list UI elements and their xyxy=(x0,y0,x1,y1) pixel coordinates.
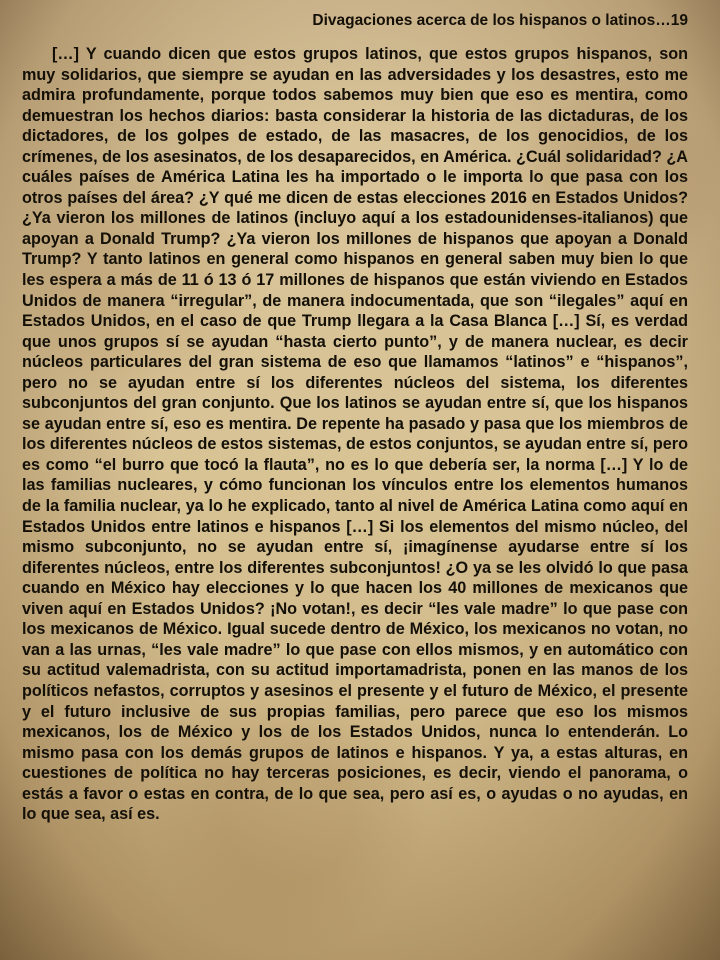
document-body: […] Y cuando dicen que estos grupos latinos, que estos grupos hispanos, son muy solidarios, que siempre se ayudan en las adversidades y los desastres, esto me admira profundamente, porque todos sabemos muy bien que eso es mentira, como demuestran los hechos diarios: basta considerar la historia de las dictaduras, de los dictadores, de los golpes de estado, de las masacres, de los genocidios, de los crímenes, de los asesinatos, de los desaparecidos, en América. ¿Cuál solidaridad? ¿A cuáles países de América Latina les ha importado o le importa lo que pasa con los otros países del área? ¿Y qué me dicen de estas elecciones 2016 en Estados Unidos? ¿Ya vieron los millones de latinos (incluyo aquí a los estadounidenses-italianos) que apoyan a Donald Trump? ¿Ya vieron los millones de hispanos que apoyan a Donald Trump? Y tanto latinos en general como hispanos en general saben muy bien lo que les espera a más de 11 ó 13 ó 17 millones de hispanos que están viviendo en Estados Unidos de manera “irregular”, de manera indocumentada, que son “ilegales” aquí en Estados Unidos, en el caso de que Trump llegara a la Casa Blanca […] Sí, es verdad que unos grupos sí se ayudan “hasta cierto punto”, y de manera nuclear, es decir núcleos particulares del gran sistema de eso que llamamos “latinos” e “hispanos”, pero no se ayudan entre sí los diferentes núcleos del sistema, los diferentes subconjuntos del gran conjunto. Que los latinos se ayudan entre sí, que los hispanos se ayudan entre sí, eso es mentira. De repente ha pasado y pasa que los miembros de los diferentes núcleos de estos sistemas, de estos conjuntos, se ayudan entre sí, pero es como “el burro que tocó la flauta”, no es lo que debería ser, la norma […] Y lo de las familias nucleares, y cómo funcionan los vínculos entre los elementos humanos de la familia nuclear, ya lo he explicado, tanto al nivel de América Latina como aquí en Estados Unidos entre latinos e hispanos […] Si los elementos del mismo núcleo, del mismo subconjunto, no se ayudan entre sí, ¡imagínense ayudarse entre sí los diferentes núcleos, entre los diferentes subconjuntos! ¿O ya se les olvidó lo que pasa cuando en México hay elecciones y lo que hacen los 40 millones de mexicanos que viven aquí en Estados Unidos? ¡No votan!, es decir “les vale madre” lo que pase con los mexicanos de México. Igual sucede dentro de México, los mexicanos no votan, no van a las urnas, “les vale madre” lo que pase con ellos mismos, y en automático con su actitud valemadrista, con su actitud importamadrista, ponen en las manos de los políticos nefastos, corruptos y asesinos el presente y el futuro de México, el presente y el futuro inclusive de sus propias familias, pero parece que eso los mismos mexicanos, los de México y los de los Estados Unidos, nunca lo entenderán. Lo mismo pasa con los demás grupos de latinos e hispanos. Y ya, a estas alturas, en cuestiones de política no hay terceras posiciones, es decir, viendo el panorama, o estás a favor o estas en contra, de lo que sea, pero así es, o ayudas o no ayudas, en lo que sea, así es. xyxy=(22,45,688,824)
document-title: Divagaciones acerca de los hispanos o latinos…19 xyxy=(312,12,688,29)
